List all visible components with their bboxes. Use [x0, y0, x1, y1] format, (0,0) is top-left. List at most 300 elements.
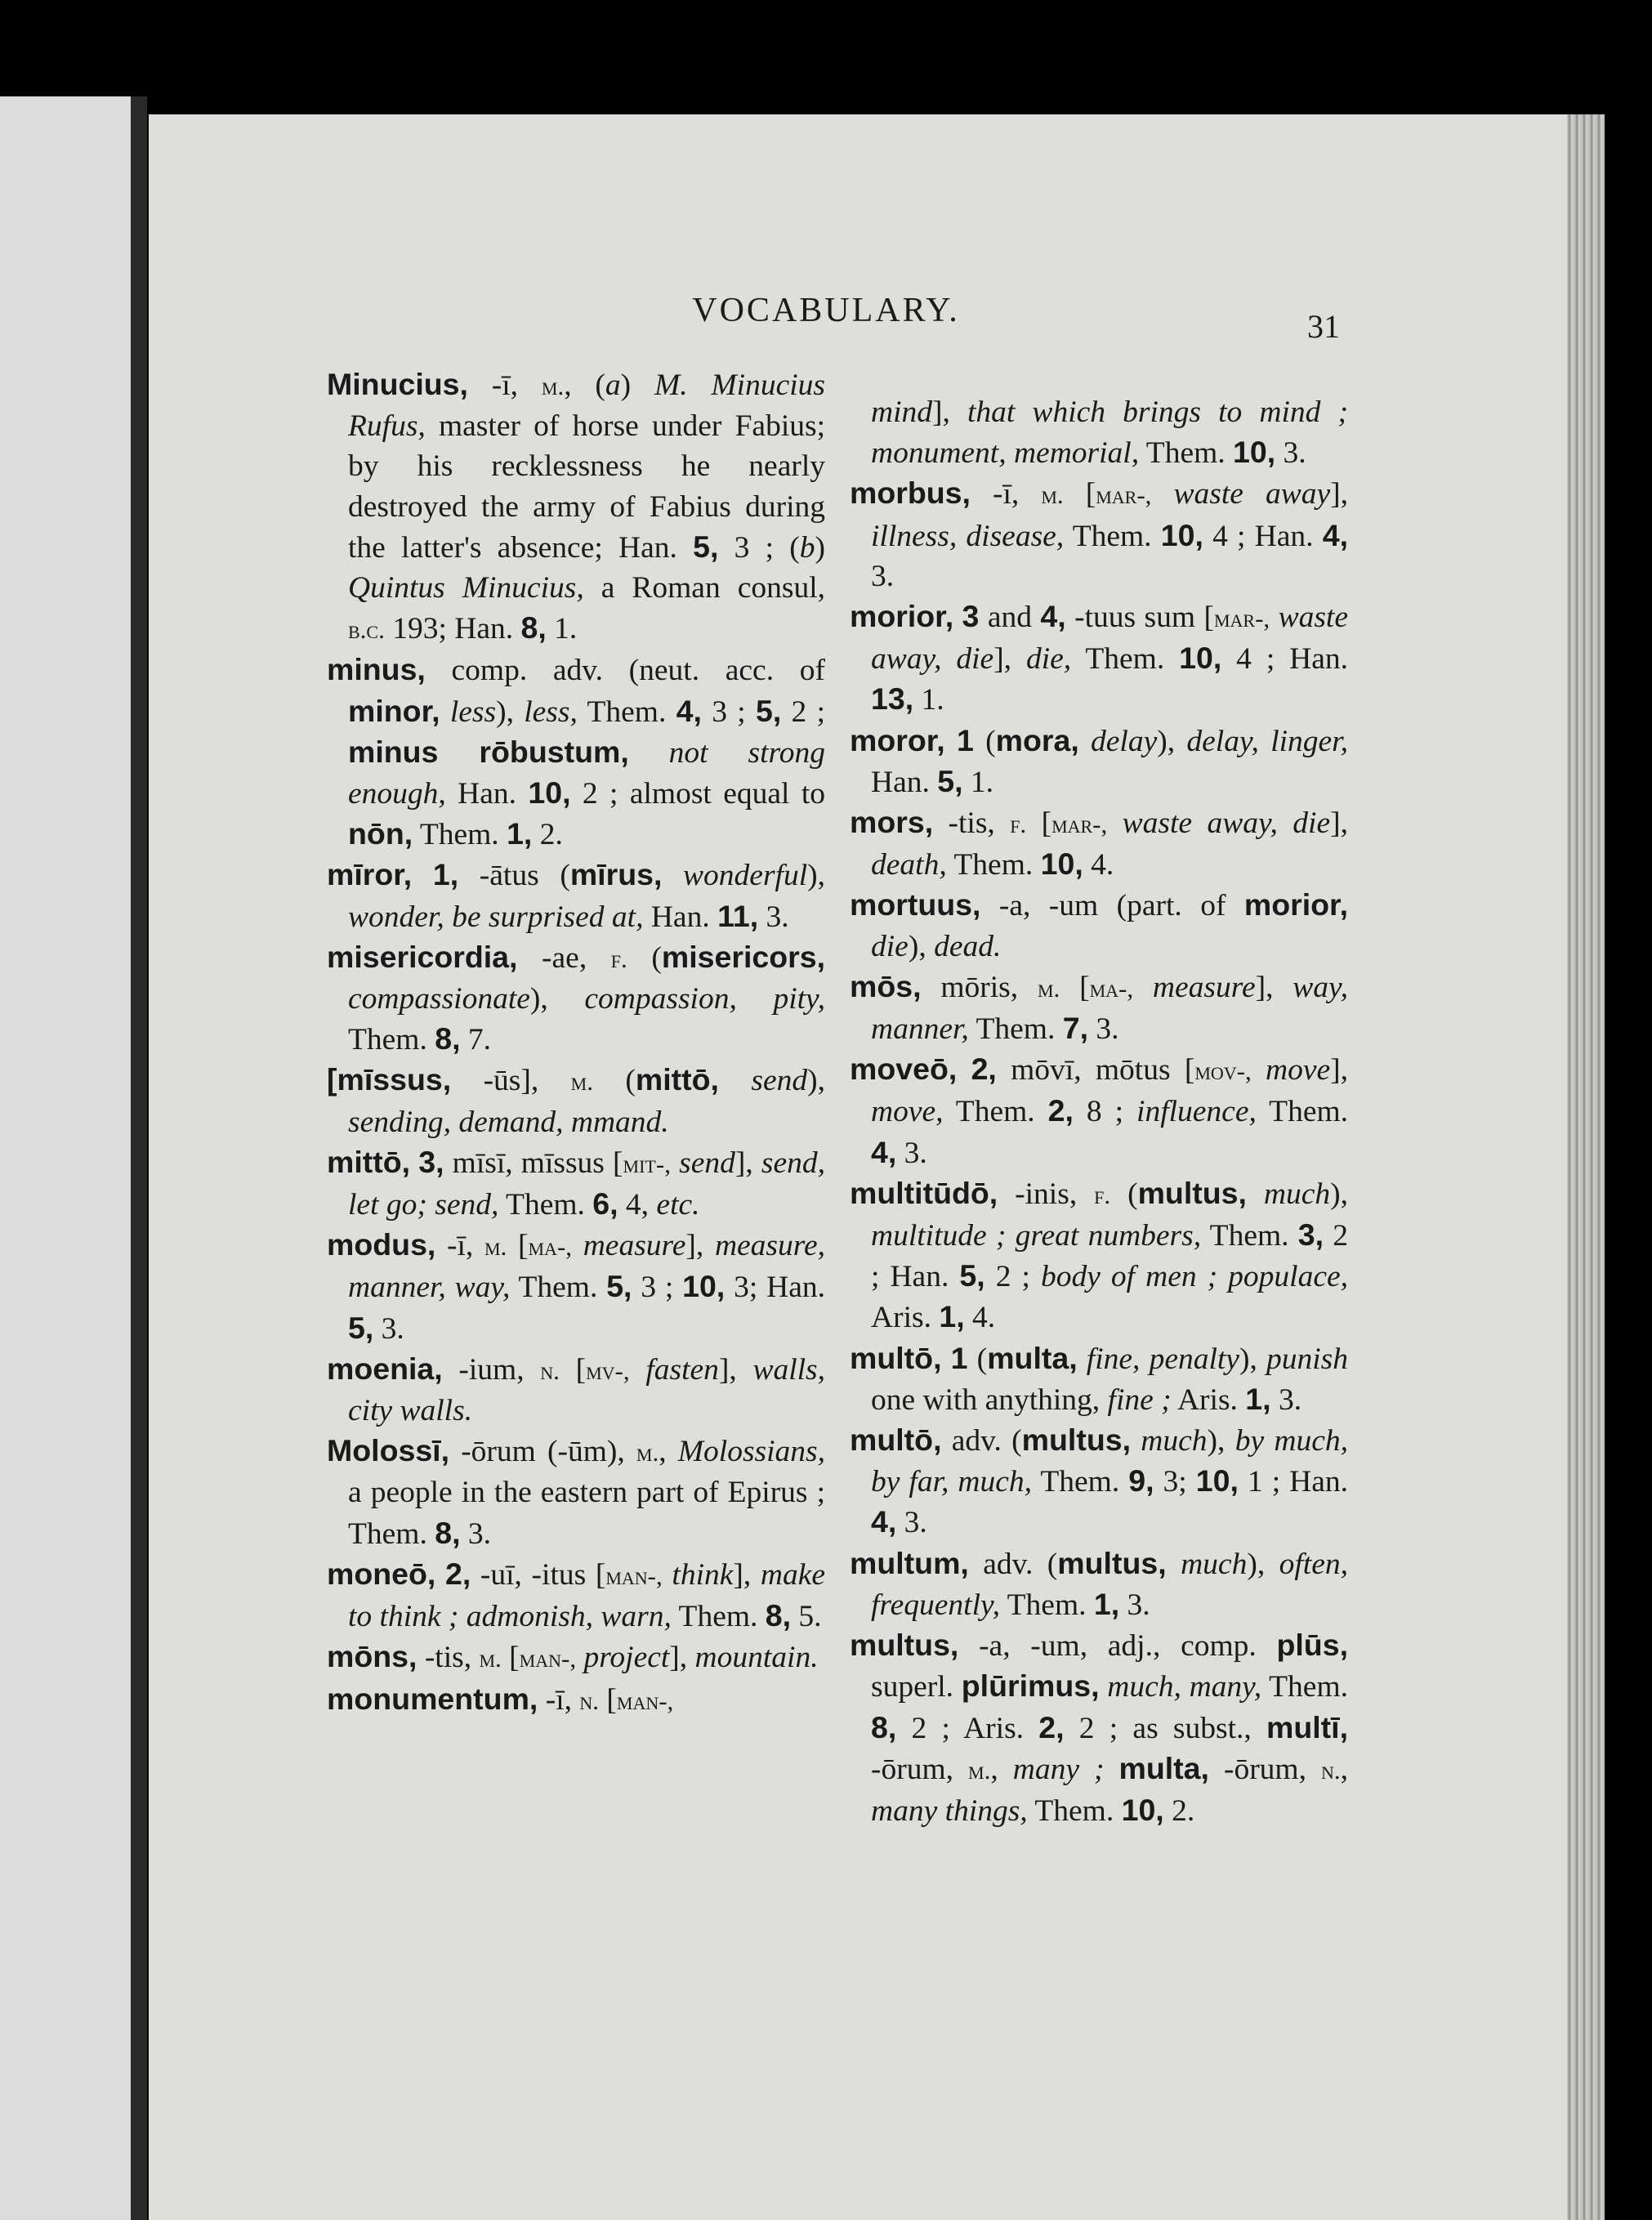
entry-text: -ātus ( [458, 859, 570, 893]
entry-text: man-, [519, 1644, 577, 1673]
entry-text [1104, 1753, 1118, 1786]
entry-moror [850, 721, 1348, 802]
entry-text: 5, [937, 763, 963, 798]
entry-text: n. [540, 1356, 560, 1385]
running-head: VOCABULARY. [692, 292, 960, 329]
entry-text: ], [1330, 1053, 1349, 1088]
entry-text [1167, 1548, 1181, 1581]
entry-text: ], [993, 642, 1026, 677]
entry-text: Them. [946, 848, 1041, 882]
entry-text: much [1263, 1177, 1331, 1211]
entry-text: die [871, 929, 909, 963]
entry-text [945, 725, 957, 758]
entry-text: 4, [1322, 517, 1349, 552]
entry-text: -tuus sum [ [1065, 601, 1214, 635]
entry-text [412, 859, 433, 892]
entry-text: and [979, 601, 1041, 635]
entry-text: [ [599, 1682, 617, 1717]
entry-text: fine, penalty [1086, 1342, 1239, 1376]
entry-text: 3 ; [701, 695, 756, 729]
entry-text: Them. [1027, 1793, 1122, 1828]
entry-text: 3; Han. [725, 1271, 825, 1305]
entry-text: -a, -um, adj., comp. [958, 1629, 1277, 1664]
entry-text: waste away, die [871, 601, 1348, 677]
entry-multo-adv [850, 1420, 1348, 1543]
entry-modus [327, 1225, 825, 1349]
entry-text: Them. [1201, 1219, 1298, 1253]
entry-text: mit-, [623, 1149, 671, 1178]
entry-text: 1, [432, 857, 459, 892]
entry-text: ma-, [528, 1232, 573, 1262]
entry-text: 3 ; [632, 1271, 683, 1305]
entry-text: Them. [510, 1271, 607, 1305]
entry-text: 5, [959, 1258, 985, 1293]
entry-text: 1 [950, 1340, 968, 1375]
entry-text: way, manner, [871, 970, 1348, 1047]
entry-text: f. [1010, 810, 1027, 839]
entry-text: adv. ( [968, 1547, 1058, 1581]
entry-moveo [850, 1049, 1348, 1173]
entry-text: 3 [962, 599, 980, 634]
entry-text: body of men ; populace, [1040, 1260, 1349, 1294]
entry-mors [850, 802, 1348, 885]
entry-multus [850, 1625, 1348, 1831]
entry-text [1247, 1177, 1264, 1211]
headword: Molossī, [327, 1433, 450, 1468]
entry-text: Them. [1139, 436, 1234, 471]
entry-text: 4. [1083, 848, 1114, 882]
entry-text: punish [1266, 1342, 1349, 1376]
entry-text: , [659, 1435, 678, 1469]
headword: moenia, [327, 1351, 443, 1386]
facing-page-edge [0, 96, 131, 2220]
entry-text: etc. [656, 1188, 700, 1222]
entry-text [663, 1558, 672, 1592]
entry-text: 10, [528, 775, 571, 811]
entry-text [629, 736, 669, 770]
entry-text: death, [871, 848, 947, 882]
entry-text: , [1340, 1752, 1348, 1786]
entry-text [410, 1146, 418, 1180]
entry-text: dead. [934, 929, 1002, 963]
entry-mortuus [850, 885, 1348, 966]
entry-text: -ī, [467, 369, 542, 402]
entry-text: [ [1063, 477, 1096, 511]
entry-text: 3. [896, 1136, 927, 1170]
entry-text: m. [479, 1644, 502, 1673]
entry-text: 1, [1245, 1381, 1271, 1416]
entry-text: Them. [1261, 1670, 1348, 1704]
entry-text: minus rōbustum, [348, 734, 629, 769]
entry-text: -ūs], [451, 1064, 571, 1098]
entry-text: 10, [1040, 846, 1083, 882]
entry-text: ], [669, 1641, 695, 1675]
entry-text: Them. [943, 1095, 1048, 1129]
entry-text: 3. [1275, 436, 1306, 471]
entry-text: master of horse under Fabius; by his recklessness he nearly destroyed the army of Fabius during the latter's absence; Han. [348, 409, 825, 565]
entry-text: 5, [693, 529, 719, 564]
entry-text: 4, [871, 1134, 897, 1169]
headword: misericordia, [327, 939, 518, 974]
entry-text: mōvī, mōtus [ [996, 1053, 1195, 1088]
entry-text: multī, [1266, 1709, 1348, 1744]
entry-text: n. [579, 1686, 600, 1715]
entry-text: 3. [1119, 1588, 1150, 1622]
entry-text: mv-, [586, 1356, 630, 1385]
page-stack-edge [1567, 114, 1605, 2220]
entry-text: 2. [1163, 1793, 1195, 1828]
entry-text: ), [1157, 724, 1187, 758]
entry-text: nōn, [348, 816, 413, 851]
entry-text: 2 ; almost equal to [570, 777, 825, 811]
entry-text: ), [496, 695, 525, 729]
headword: minus, [327, 652, 426, 687]
headword: moror, [850, 722, 945, 757]
entry-text: Them. [577, 695, 676, 729]
headword: multum, [850, 1545, 969, 1580]
entry-text: 2. [532, 818, 563, 852]
entry-text: wonderful [683, 859, 808, 893]
entry-text: make to think ; admonish, warn, [348, 1557, 826, 1634]
entry-text: 1. [962, 765, 994, 799]
headword: morbus, [850, 476, 971, 511]
entry-text: f. [1094, 1180, 1111, 1209]
entry-text: often, frequently, [871, 1547, 1348, 1622]
entry-text: 7. [460, 1023, 492, 1057]
entry-text: less, [524, 695, 578, 729]
entry-text: misericors, [661, 939, 825, 974]
entry-text: ( [627, 940, 662, 975]
entry-text: measure, manner, way, [348, 1229, 825, 1305]
entry-text: Aris. [1171, 1382, 1246, 1417]
entry-text: 3. [1270, 1382, 1302, 1417]
entry-text: adv. ( [941, 1424, 1022, 1458]
entry-misericordia [327, 937, 825, 1061]
entry-text: [ [1026, 806, 1052, 841]
entry-text: a [605, 369, 621, 402]
entry-text: a Roman consul, [583, 571, 825, 605]
entry-text: -inis, [998, 1177, 1095, 1211]
entry-text: morior, [1243, 887, 1348, 922]
entry-text: -ōrum, [871, 1752, 969, 1786]
entry-text: 2, [444, 1556, 471, 1591]
entry-text: influence, [1136, 1095, 1257, 1129]
entry-text: m. [1041, 480, 1064, 510]
entry-text: die, [1025, 642, 1072, 677]
entry-text: 8, [765, 1598, 792, 1633]
entry-text: ], [734, 1146, 761, 1180]
entry-text: 13, [871, 681, 914, 717]
entry-text: 9, [1128, 1463, 1154, 1499]
entry-text: illness, disease, [871, 519, 1065, 553]
entry-text: m. [570, 1067, 593, 1097]
entry-molossi [327, 1431, 825, 1554]
entry-text: ) [815, 530, 825, 565]
entry-text: fine ; [1107, 1382, 1172, 1417]
entry-moneo [327, 1554, 825, 1637]
entry-text [719, 1064, 751, 1097]
headword: mīror, [327, 857, 413, 892]
entry-text: 8, [435, 1021, 461, 1056]
entry-text: much, many, [1107, 1670, 1262, 1704]
entry-text: 1 ; Han. [1238, 1465, 1348, 1499]
entry-text [440, 695, 450, 729]
entry-text: send, let go; send, [348, 1146, 825, 1222]
headword: multus, [850, 1628, 959, 1663]
entry-text: ma-, [1089, 973, 1134, 1003]
entry-text [1252, 1053, 1266, 1087]
entry-text: 1, [507, 816, 533, 851]
entry-text: ( [973, 724, 996, 758]
headword: multitūdō, [850, 1175, 998, 1210]
entry-text: -ī, [538, 1682, 580, 1717]
entry-text: project [583, 1641, 670, 1675]
entry-text: b [799, 530, 815, 565]
entry-text: 3. [896, 1506, 927, 1540]
entry-text: 1. [913, 683, 944, 717]
entry-text: b.c. [348, 615, 385, 645]
entry-text: send [751, 1064, 808, 1098]
entry-text: man-, [605, 1561, 663, 1590]
entry-text: that which brings to mind ; monument, memorial, [871, 395, 1348, 471]
entry-text [1270, 601, 1278, 634]
entry-text: man-, [616, 1686, 674, 1715]
entry-text: ), [1207, 1424, 1235, 1458]
entry-text: waste away, die [1122, 806, 1331, 841]
entry-text: 10, [1195, 1463, 1239, 1499]
entry-text: mora, [995, 722, 1079, 757]
entry-text: waste away [1173, 477, 1331, 511]
entry-text: ) [620, 369, 654, 402]
entry-text: 3. [871, 559, 895, 593]
entry-text: 5, [606, 1269, 632, 1304]
entry-text [435, 1558, 445, 1592]
left-column [327, 364, 825, 1721]
entry-mos [850, 967, 1348, 1049]
entry-text: 2 ; as subst., [1064, 1711, 1266, 1745]
entry-monumentum-cont [850, 392, 1348, 473]
entry-text: -ōrum (-ūm), [449, 1435, 636, 1469]
entry-text: mar-, [1213, 604, 1270, 633]
headword: monumentum, [327, 1681, 538, 1716]
entry-text: mar-, [1051, 810, 1108, 839]
entry-text: 1, [1093, 1586, 1120, 1621]
entry-text: delay, linger, [1186, 724, 1348, 758]
entry-miror [327, 855, 825, 936]
right-column [850, 392, 1348, 1831]
entry-text: -ae, [517, 940, 611, 975]
entry-text: measure [1152, 970, 1256, 1004]
entry-text: m. [1037, 973, 1060, 1003]
entry-text: ), [908, 929, 935, 963]
entry-text: 2, [1038, 1709, 1065, 1744]
entry-text: Molossians, [677, 1435, 826, 1469]
entry-mitto [327, 1142, 825, 1225]
entry-text: 10, [1160, 517, 1203, 552]
entry-text: 8, [520, 610, 547, 645]
entry-text: wonder, be surprised at, [348, 900, 644, 934]
entry-text: 8, [435, 1515, 461, 1550]
entry-text: 3 ; ( [718, 530, 800, 565]
entry-text: [ [559, 1352, 587, 1387]
entry-text: mīrus, [569, 857, 663, 892]
entry-text: 3. [1088, 1012, 1119, 1047]
entry-text: 2 ; Han. [871, 1219, 1349, 1294]
entry-text: ], [1330, 477, 1348, 511]
entry-text: Them. [348, 1023, 435, 1057]
headword: mittō, [327, 1144, 411, 1179]
entry-text: -tis, [417, 1641, 480, 1675]
entry-text: 5, [755, 693, 782, 728]
book-gutter [131, 96, 147, 2220]
entry-text: ], [718, 1352, 753, 1387]
entry-text: ), [1239, 1342, 1266, 1376]
entry-text [572, 1229, 583, 1262]
entry-text [953, 601, 962, 634]
entry-text: ], [685, 1229, 715, 1263]
entry-multitudo [850, 1173, 1348, 1338]
entry-text: multus, [1021, 1423, 1131, 1458]
entry-text: ), [1247, 1547, 1279, 1581]
entry-text: 4. [964, 1301, 996, 1335]
entry-text: 4, [871, 1504, 897, 1539]
entry-text: ( [967, 1342, 988, 1376]
entry-mons [327, 1637, 825, 1678]
entry-text: much [1141, 1424, 1208, 1458]
entry-text: mīsī, mīssus [ [444, 1146, 623, 1180]
entry-text: ), [529, 982, 585, 1016]
entry-text: Them. [498, 1188, 593, 1222]
headword: [mīssus, [327, 1062, 452, 1097]
entry-text: not strong enough, [348, 735, 825, 811]
entry-text: ( [1110, 1177, 1138, 1211]
entry-text: 4 ; Han. [1221, 642, 1348, 677]
entry-text: 1, [939, 1299, 965, 1334]
entry-text: 3, [1297, 1217, 1324, 1253]
entry-text: multus, [1137, 1175, 1247, 1210]
entry-text: 10, [1121, 1792, 1164, 1827]
entry-text: minor, [348, 693, 440, 728]
headword: multō, [850, 1423, 942, 1458]
entry-text: 4 ; Han. [1203, 519, 1323, 553]
entry-text: Them. [671, 1600, 766, 1634]
entry-text [662, 859, 683, 892]
entry-text: multitude ; great numbers, [871, 1219, 1202, 1253]
headword: mōs, [850, 968, 922, 1003]
headword: mors, [850, 805, 934, 840]
entry-text [1131, 1424, 1141, 1458]
entry-text: , ( [564, 369, 605, 402]
entry-text: [ [1060, 970, 1090, 1004]
entry-text: n. [1320, 1755, 1341, 1784]
entry-text: compassion, pity, [584, 982, 825, 1016]
entry-text: 1 [956, 722, 974, 757]
entry-text: 3. [460, 1516, 492, 1551]
entry-text: mittō, [635, 1062, 719, 1097]
entry-text: -ium, [442, 1352, 541, 1387]
entry-text: 10, [682, 1269, 726, 1304]
headword: moveō, [850, 1052, 958, 1087]
entry-text: multa, [1118, 1750, 1209, 1785]
headword: modus, [327, 1227, 436, 1262]
entry-text: M. Minucius Rufus, [348, 369, 825, 444]
entry-text: 10, [1233, 435, 1276, 470]
entry-text: 2, [971, 1052, 997, 1087]
entry-text: 8, [871, 1709, 897, 1744]
entry-text: 4, [1040, 599, 1066, 634]
entry-text: -ī, [970, 477, 1042, 511]
entry-text: 193; Han. [384, 612, 521, 646]
entry-text: 8 ; [1073, 1095, 1137, 1129]
entry-text: 10, [1179, 641, 1222, 676]
entry-text: mar-, [1096, 480, 1152, 510]
entry-moenia [327, 1349, 825, 1431]
entry-text: ], [1330, 806, 1348, 841]
entry-text: m. [636, 1438, 659, 1467]
entry-text: much [1181, 1547, 1248, 1581]
entry-text [941, 1342, 950, 1376]
entry-text [1151, 477, 1173, 511]
entry-text: multa, [987, 1340, 1078, 1375]
entry-text: Them. [1064, 519, 1161, 553]
entry-text: walls, city walls. [348, 1352, 826, 1428]
entry-monumentum [327, 1679, 825, 1721]
entry-text: move, [871, 1095, 944, 1129]
entry-text: 6, [592, 1186, 618, 1222]
entry-text: -ī, [435, 1229, 484, 1263]
entry-text: move [1266, 1053, 1331, 1088]
entry-text: Them. [968, 1012, 1063, 1047]
entry-text: 3, [418, 1144, 444, 1179]
entry-text [1107, 806, 1122, 840]
entry-text [957, 1053, 971, 1087]
entry-text: one with anything, [871, 1382, 1108, 1417]
entry-text: mountain. [694, 1641, 819, 1675]
entry-text: 3. [373, 1311, 404, 1346]
entry-text: 11, [717, 898, 759, 933]
entry-text: Them. [1071, 642, 1180, 677]
headword: morior, [850, 599, 954, 634]
entry-text: 4, [676, 693, 702, 728]
entry-text: Han. [871, 765, 938, 799]
entry-text: , [990, 1752, 1013, 1786]
entry-text: plūs, [1276, 1628, 1348, 1663]
entry-text: delay [1091, 724, 1158, 758]
entry-multum [850, 1543, 1348, 1625]
entry-text: Them. [1032, 1465, 1129, 1499]
entry-text: mind [871, 395, 932, 429]
entry-text: -tis, [933, 806, 1011, 841]
entry-text: mōris, [921, 970, 1038, 1004]
entry-text: Them. [999, 1588, 1094, 1622]
entry-text: Them. [413, 818, 507, 852]
entry-text [1079, 725, 1091, 758]
entry-text: measure [583, 1229, 686, 1263]
entry-text: ], [733, 1557, 761, 1592]
entry-text: by much, by far, much, [871, 1424, 1348, 1499]
entry-text: mov-, [1194, 1056, 1252, 1086]
entry-text: [ [507, 1229, 529, 1263]
entry-text: -ōrum, [1208, 1752, 1321, 1786]
entry-missus [327, 1060, 825, 1141]
entry-text: think [672, 1557, 734, 1592]
headword: mortuus, [850, 887, 981, 922]
entry-text: ), [807, 1064, 825, 1098]
entry-morbus [850, 473, 1348, 596]
entry-text [671, 1146, 679, 1180]
entry-text: 1. [546, 612, 578, 646]
entry-text: 3; [1154, 1465, 1196, 1499]
